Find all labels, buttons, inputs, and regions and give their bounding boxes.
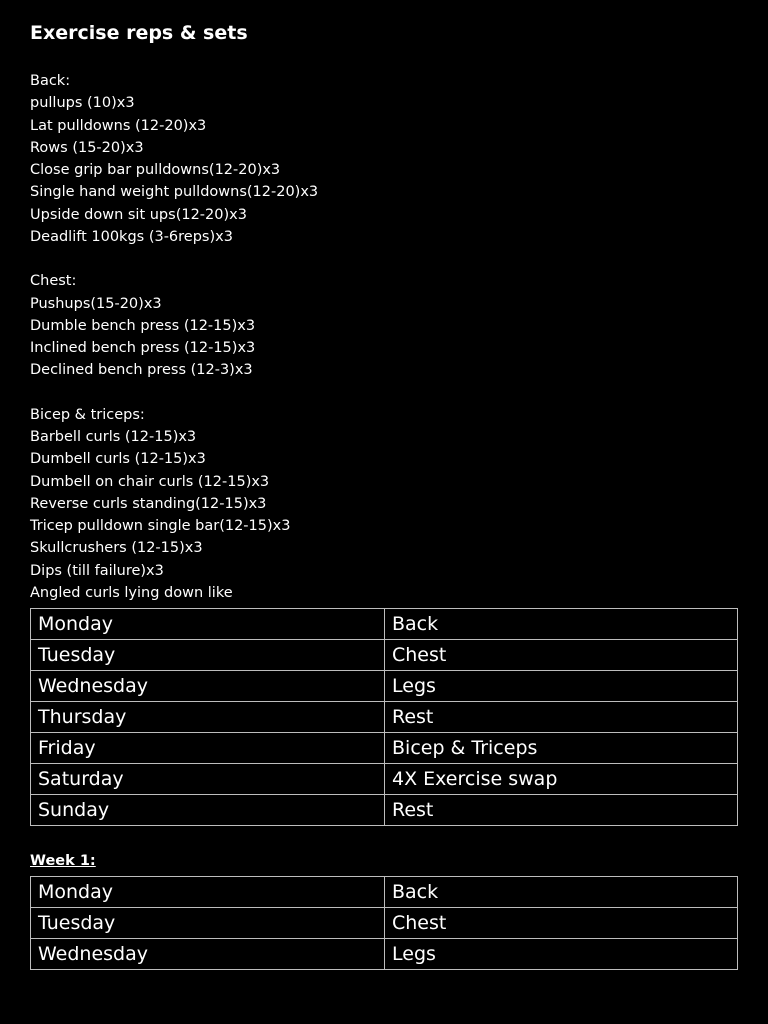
week-1-table[interactable] [30,876,738,970]
blank-line [30,248,738,270]
text-line: Rows (15-20)x3 [30,139,144,156]
table-row [31,671,738,702]
table-row [31,939,738,970]
activity-cell[interactable]: Legs [385,939,738,970]
day-cell[interactable]: Wednesday [31,939,385,970]
table-row [31,609,738,640]
table-row [31,702,738,733]
day-cell[interactable]: Tuesday [31,640,385,671]
text-line: Dumbell on chair curls (12-15)x3 [30,473,270,490]
text-line: Bicep & triceps: [30,406,145,423]
text-line: pullups (10)x3 [30,95,135,112]
activity-cell[interactable]: 4X Exercise swap [385,764,738,795]
text-line: Close grip bar pulldowns(12-20)x3 [30,162,281,178]
table-row [31,764,738,795]
table-row [31,877,738,908]
day-cell[interactable]: Friday [31,733,385,764]
weekly-schedule-table[interactable] [30,608,738,826]
activity-cell[interactable]: Bicep & Triceps [385,733,738,764]
text-line: Chest: [30,273,77,290]
text-line: Skullcrushers (12-15)x3 [30,540,203,557]
text-line: Pushups(15-20)x3 [30,295,162,312]
table-row [31,795,738,826]
text-line: Dips (till failure)x3 [30,562,164,579]
activity-cell[interactable]: Chest [385,640,738,671]
text-line: Angled curls lying down like [30,584,233,601]
text-line: Declined bench press (12-3)x3 [30,362,253,379]
day-cell[interactable]: Sunday [31,795,385,826]
text-line: Barbell curls (12-15)x3 [30,429,197,445]
text-line: Lat pulldowns (12-20)x3 [30,117,207,134]
table-row [31,733,738,764]
day-cell[interactable]: Monday [31,609,385,640]
text-line: Dumbell curls (12-15)x3 [30,451,206,468]
day-cell[interactable]: Monday [31,877,385,908]
week-1-label[interactable]: Week 1: [30,853,96,869]
table-row [31,908,738,939]
day-cell[interactable]: Thursday [31,702,385,733]
activity-cell[interactable]: Back [385,609,738,640]
text-line: Reverse curls standing(12-15)x3 [30,495,267,512]
text-line: Upside down sit ups(12-20)x3 [30,206,247,223]
blank-line [30,382,738,404]
text-line: Tricep pulldown single bar(12-15)x3 [30,518,291,534]
text-line: Single hand weight pulldowns(12-20)x3 [30,184,319,201]
text-line: Dumble bench press (12-15)x3 [30,317,256,334]
text-line: Deadlift 100kgs (3-6reps)x3 [30,228,233,245]
note-title[interactable]: Exercise reps & sets [30,22,248,44]
day-cell[interactable]: Tuesday [31,908,385,939]
day-cell[interactable]: Wednesday [31,671,385,702]
activity-cell[interactable]: Rest [385,702,738,733]
table-row [31,640,738,671]
activity-cell[interactable]: Legs [385,671,738,702]
activity-cell[interactable]: Rest [385,795,738,826]
activity-cell[interactable]: Chest [385,908,738,939]
exercise-list[interactable] [30,70,738,604]
text-line: Back: [30,73,71,89]
day-cell[interactable]: Saturday [31,764,385,795]
text-line: Inclined bench press (12-15)x3 [30,340,256,356]
activity-cell[interactable]: Back [385,877,738,908]
